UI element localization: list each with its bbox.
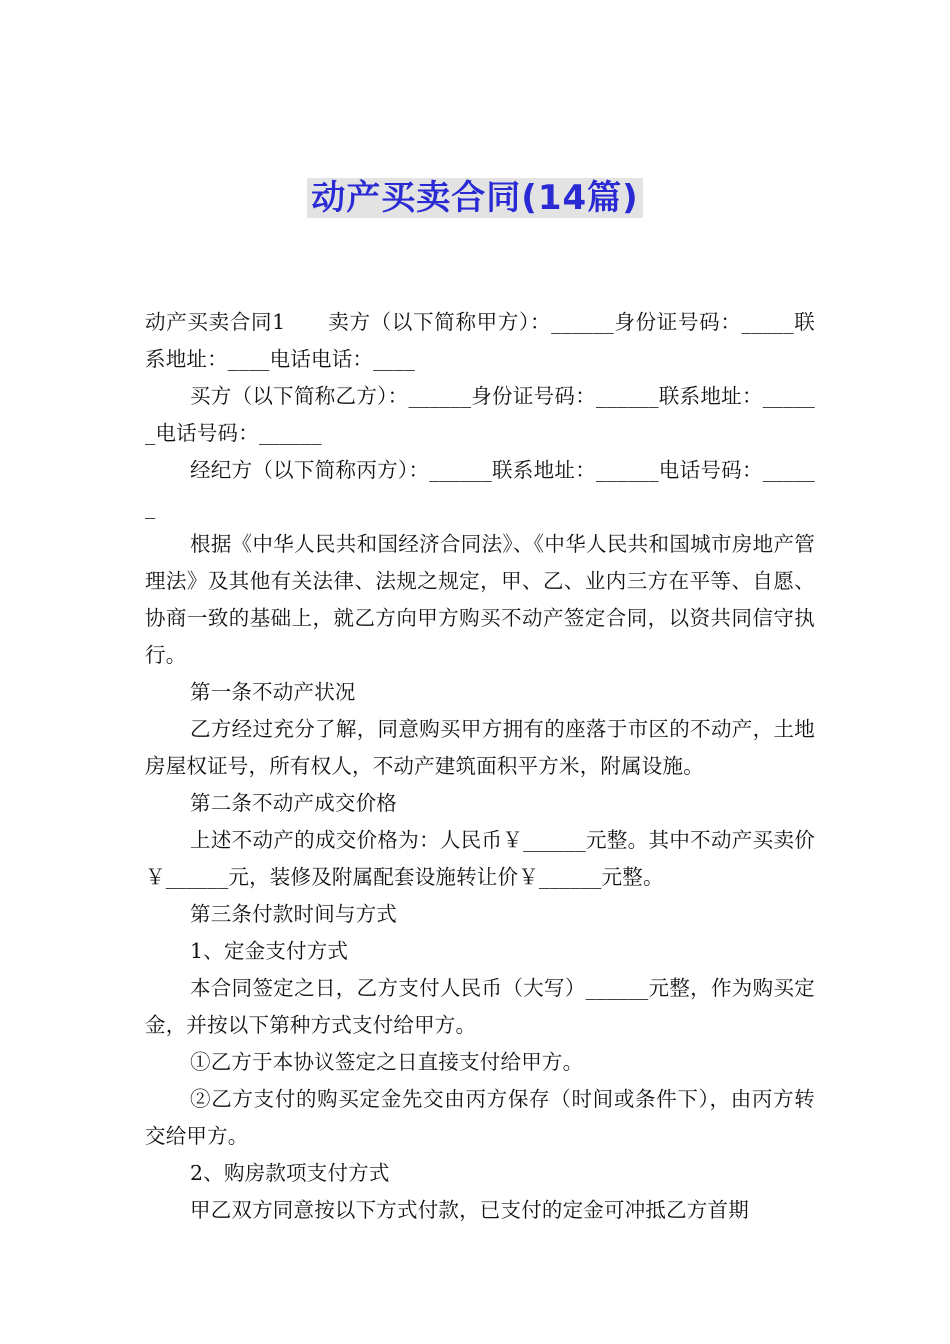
paragraph-price: 上述不动产的成交价格为：人民币￥______元整。其中不动产买卖价￥______元，装修及附属配套设施转让价￥______元整。 <box>145 828 815 889</box>
section-heading-3: 第三条付款时间与方式 <box>190 902 397 926</box>
subheading-payment: 2、购房款项支付方式 <box>190 1161 390 1185</box>
paragraph-property-status: 乙方经过充分了解，同意购买甲方拥有的座落于市区的不动产，土地房屋权证号，所有权人，不动产建筑面积平方米，附属设施。 <box>145 717 815 778</box>
paragraph-parties-broker: 经纪方（以下简称丙方）：______联系地址：______电话号码：______ <box>145 458 815 519</box>
paragraph-payment: 甲乙双方同意按以下方式付款，已支付的定金可冲抵乙方首期 <box>190 1198 749 1222</box>
document-body <box>145 304 815 1229</box>
paragraph-deposit: 本合同签定之日，乙方支付人民币（大写）______元整，作为购买定金，并按以下第种方式支付给甲方。 <box>145 976 815 1037</box>
paragraph-preamble: 根据《中华人民共和国经济合同法》、《中华人民共和国城市房地产管理法》及其他有关法律、法规之规定，甲、乙、业内三方在平等、自愿、协商一致的基础上，就乙方向甲方购买不动产签定合同，以资共同信守执行。 <box>145 532 815 667</box>
document-title: 动产买卖合同(14篇) <box>307 178 642 218</box>
section-heading-2: 第二条不动产成交价格 <box>190 791 397 815</box>
subheading-deposit: 1、定金支付方式 <box>190 939 349 963</box>
paragraph-parties-buyer: 买方（以下简称乙方）：______身份证号码：______联系地址：______电话号码：______ <box>145 384 815 445</box>
paragraph-parties-seller: 动产买卖合同1 卖方（以下简称甲方）：______身份证号码：_____联系地址：____电话电话：____ <box>145 310 815 371</box>
list-item-option-1: ①乙方于本协议签定之日直接支付给甲方。 <box>190 1050 584 1074</box>
list-item-option-2: ②乙方支付的购买定金先交由丙方保存（时间或条件下），由丙方转交给甲方。 <box>145 1087 815 1148</box>
document-title-wrapper <box>0 178 950 218</box>
section-heading-1: 第一条不动产状况 <box>190 680 356 704</box>
